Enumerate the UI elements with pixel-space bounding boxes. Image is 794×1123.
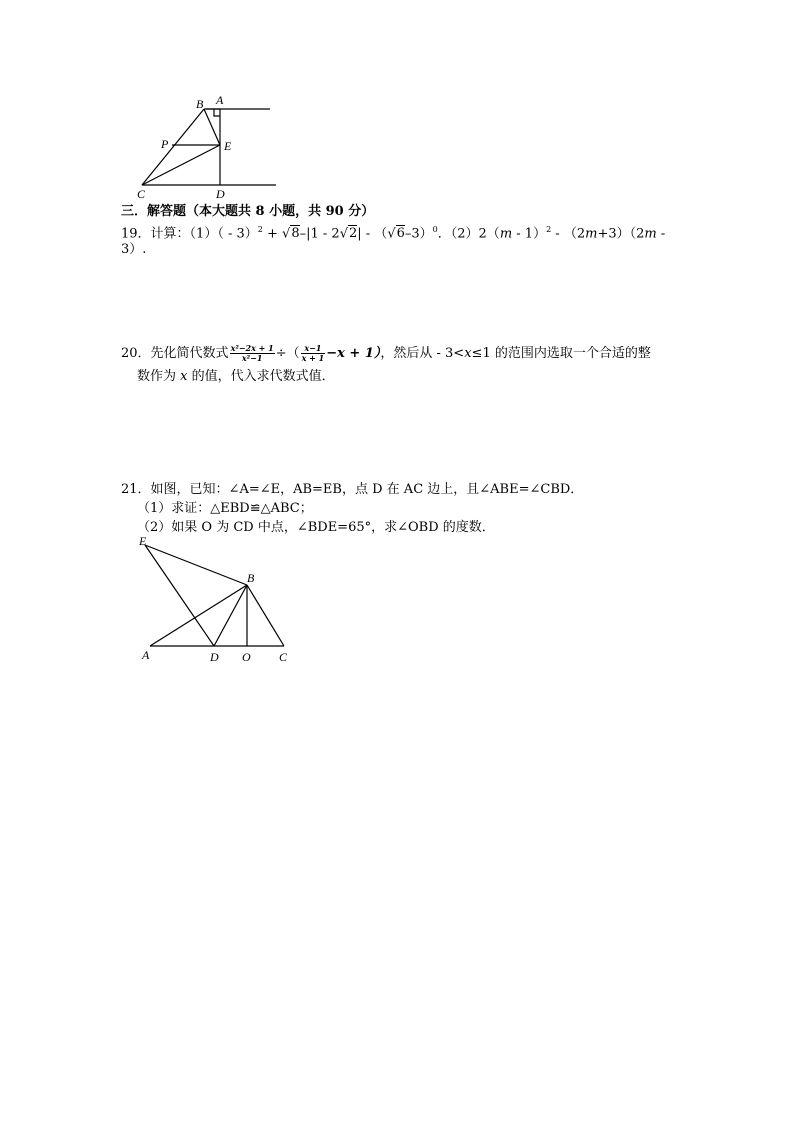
label-D: D <box>210 650 219 664</box>
label-A: A <box>142 648 150 662</box>
question-21: 21．如图，已知：∠A=∠E，AB=EB，点 D 在 AC 边上，且∠ABE=∠CBD． <box>121 482 584 497</box>
label-P: P <box>161 137 169 151</box>
question-number: 21． <box>121 482 151 497</box>
label-O: O <box>242 650 251 664</box>
question-number: 20． <box>121 346 151 361</box>
fraction-1: $\frac{\text{x²−2x + 1}}{\text{x²−1}}$ <box>230 343 274 363</box>
question-20-line2: 数作为 x 的值，代入求代数式值． <box>137 369 335 384</box>
question-21-part1: （1）求证：△EBD≌△ABC； <box>137 501 313 516</box>
fraction-2: $\frac{x-1}{x + 1}$ <box>301 343 325 363</box>
question-19: 19．计算：$(1)( - 3)^2 + √8-|1 - 2√2| - (√6-3)^0$．（2）2（m - 1）$^2$ - （2m+3）（2m - <box>121 225 666 242</box>
question-19-line2: 3）. <box>121 242 147 257</box>
section-heading: 三．解答题（本大题共 8 小题，共 90 分） <box>121 204 375 219</box>
label-E: E <box>224 139 232 153</box>
question-21-part2: （2）如果 O 为 CD 中点，∠BDE=65°，求∠OBD 的度数． <box>137 520 495 535</box>
label-A: A <box>216 93 224 107</box>
question-20: 20．先化简代数式 $\frac{\text{x²−2x + 1}}{\text{x²−1}}$ ÷（ $\frac{x-1}{x + 1}$ −x + 1），然后从 - 3<x≤1 的范围内选取一个合适的整 <box>121 343 651 363</box>
figure-triangles-diagram <box>130 532 300 668</box>
figure-trapezoid-diagram <box>128 92 278 204</box>
label-C: C <box>279 650 288 664</box>
label-C: C <box>137 187 146 201</box>
question-number: 19． <box>121 226 151 242</box>
label-E: E <box>139 534 147 548</box>
label-B: B <box>247 571 255 585</box>
label-B: B <box>196 97 204 111</box>
label-D: D <box>216 187 225 201</box>
